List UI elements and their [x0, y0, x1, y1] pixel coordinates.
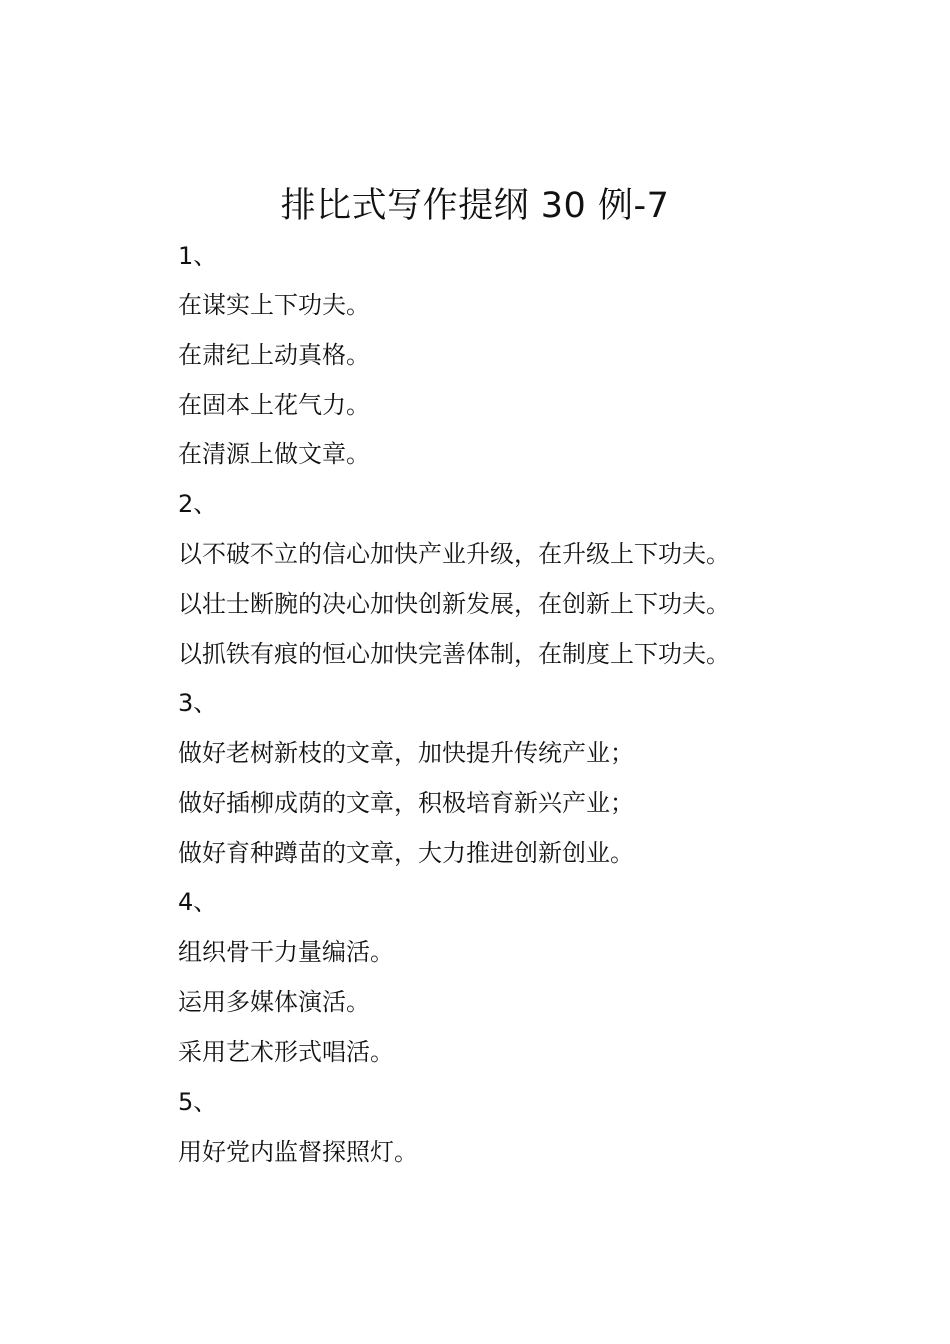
- section-number-4: 4、: [178, 888, 218, 916]
- text-line: 采用艺术形式唱活。: [178, 1038, 394, 1066]
- text-line: 在肃纪上动真格。: [178, 341, 370, 369]
- text-line: 做好老树新枝的文章，加快提升传统产业；: [178, 739, 634, 767]
- text-line: 做好插柳成荫的文章，积极培育新兴产业；: [178, 789, 634, 817]
- text-line: 在谋实上下功夫。: [178, 291, 370, 319]
- text-line: 以壮士断腕的决心加快创新发展，在创新上下功夫。: [178, 590, 730, 618]
- text-line: 在清源上做文章。: [178, 440, 370, 468]
- section-number-5: 5、: [178, 1088, 218, 1116]
- text-line: 在固本上花气力。: [178, 391, 370, 419]
- section-number-3: 3、: [178, 689, 218, 717]
- text-line: 以不破不立的信心加快产业升级，在升级上下功夫。: [178, 540, 730, 568]
- section-number-1: 1、: [178, 242, 218, 270]
- section-number-2: 2、: [178, 490, 218, 518]
- text-line: 运用多媒体演活。: [178, 988, 370, 1016]
- text-line: 用好党内监督探照灯。: [178, 1138, 418, 1166]
- text-line: 以抓铁有痕的恒心加快完善体制，在制度上下功夫。: [178, 640, 730, 668]
- document-title: 排比式写作提纲 30 例-7: [280, 186, 670, 226]
- text-line: 做好育种蹲苗的文章，大力推进创新创业。: [178, 839, 634, 867]
- text-line: 组织骨干力量编活。: [178, 938, 394, 966]
